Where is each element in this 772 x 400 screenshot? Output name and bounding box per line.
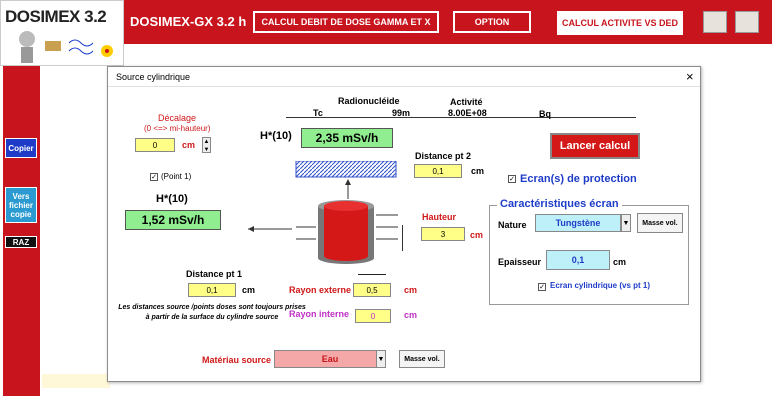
thickness-input[interactable]: 0,1 [546, 250, 610, 270]
point2-distance-label: Distance pt 2 [415, 151, 472, 161]
inner-radius-unit: cm [404, 310, 418, 320]
height-unit: cm [470, 230, 484, 240]
cylinder-diagram-icon [248, 161, 448, 271]
protection-label: Ecran(s) de protection [520, 173, 637, 185]
nature-chevron-down-icon[interactable]: ▼ [621, 214, 631, 232]
to-file-button[interactable]: Vers fichier copie [5, 187, 37, 223]
cylindrical-screen-label: Ecran cylindrique (vs pt 1) [550, 281, 651, 290]
copy-button[interactable]: Copier [5, 138, 37, 158]
screen-title: Caractéristiques écran [497, 198, 622, 210]
nature-label: Nature [498, 220, 527, 230]
thickness-label: Epaisseur [498, 257, 542, 267]
radius-arrow [358, 274, 386, 275]
material-mass-button[interactable]: Masse vol. [399, 350, 445, 368]
activity-cell: 8.00E+08 [448, 108, 487, 118]
inner-radius-label: Rayon interne [289, 309, 350, 319]
point1-h-label: H*(10) [156, 193, 188, 205]
option-button[interactable]: OPTION [453, 11, 531, 33]
screen-mass-button[interactable]: Masse vol. [637, 213, 683, 233]
dialog-title: Source cylindrique [116, 72, 191, 82]
cylindrical-source-dialog [107, 66, 701, 382]
nuclide-state-cell: 99m [392, 108, 411, 118]
point1-distance-input[interactable]: 0,1 [188, 283, 236, 297]
activity-header: Activité [450, 97, 483, 107]
radionuclide-header: Radionucléide [338, 96, 400, 106]
dialog-titlebar [108, 67, 700, 87]
point1-distance-label: Distance pt 1 [186, 269, 243, 279]
close-icon[interactable]: × [686, 69, 694, 84]
offset-unit: cm [182, 140, 196, 150]
launch-calc-button[interactable]: Lancer calcul [550, 133, 640, 159]
inner-radius-input[interactable]: 0 [355, 309, 391, 323]
status-cell [42, 374, 110, 388]
left-strip [3, 66, 40, 396]
keyboard-icon[interactable] [735, 11, 759, 33]
app-title: DOSIMEX-GX 3.2 h [130, 14, 247, 29]
offset-input[interactable]: 0 [135, 138, 175, 152]
point1-label: (Point 1) [161, 172, 192, 181]
height-label: Hauteur [422, 212, 457, 222]
reset-button[interactable]: RAZ [5, 236, 37, 248]
point1-dose-value: 1,52 mSv/h [125, 210, 221, 230]
activity-calc-button[interactable]: CALCUL ACTIVITE VS DED [557, 11, 683, 35]
height-input[interactable]: 3 [421, 227, 465, 241]
material-label: Matériau source [202, 355, 272, 365]
app-logo [0, 0, 124, 66]
point2-h-label: H*(10) [260, 130, 292, 142]
protection-checkbox[interactable]: ✓ [509, 176, 515, 183]
dose-calc-button[interactable]: CALCUL DEBIT DE DOSE GAMMA ET X [253, 11, 439, 33]
outer-radius-unit: cm [404, 285, 418, 295]
point2-distance-input[interactable]: 0,1 [414, 164, 462, 178]
point2-dose-value: 2,35 mSv/h [301, 128, 393, 148]
distance-note: Les distances source /points doses sont toujours prises à partir de la surface du cylindre source [118, 304, 306, 321]
nature-select[interactable]: Tungstène [535, 214, 621, 232]
material-select[interactable]: Eau [274, 350, 386, 368]
activity-unit: Bq [539, 109, 551, 119]
point2-distance-unit: cm [471, 166, 485, 176]
offset-spinner[interactable]: ▲ ▼ [203, 139, 210, 153]
offset-label: Décalage [158, 113, 197, 123]
thickness-unit: cm [613, 257, 627, 267]
point1-checkbox[interactable]: ✓ [151, 174, 157, 181]
logo-text: DOSIMEX 3.2 [5, 7, 107, 26]
offset-hint: (0 <=> mi-hauteur) [144, 124, 211, 133]
handshake-icon[interactable] [703, 11, 727, 33]
height-arrow [402, 225, 403, 251]
logo-illustration-icon [9, 29, 117, 65]
chevron-down-icon[interactable]: ▼ [376, 350, 386, 368]
cylindrical-screen-checkbox[interactable]: ✓ [539, 284, 545, 291]
outer-radius-input[interactable]: 0,5 [353, 283, 391, 297]
point1-distance-unit: cm [242, 285, 256, 295]
outer-radius-label: Rayon externe [289, 285, 352, 295]
nuclide-cell: Tc [313, 108, 323, 118]
